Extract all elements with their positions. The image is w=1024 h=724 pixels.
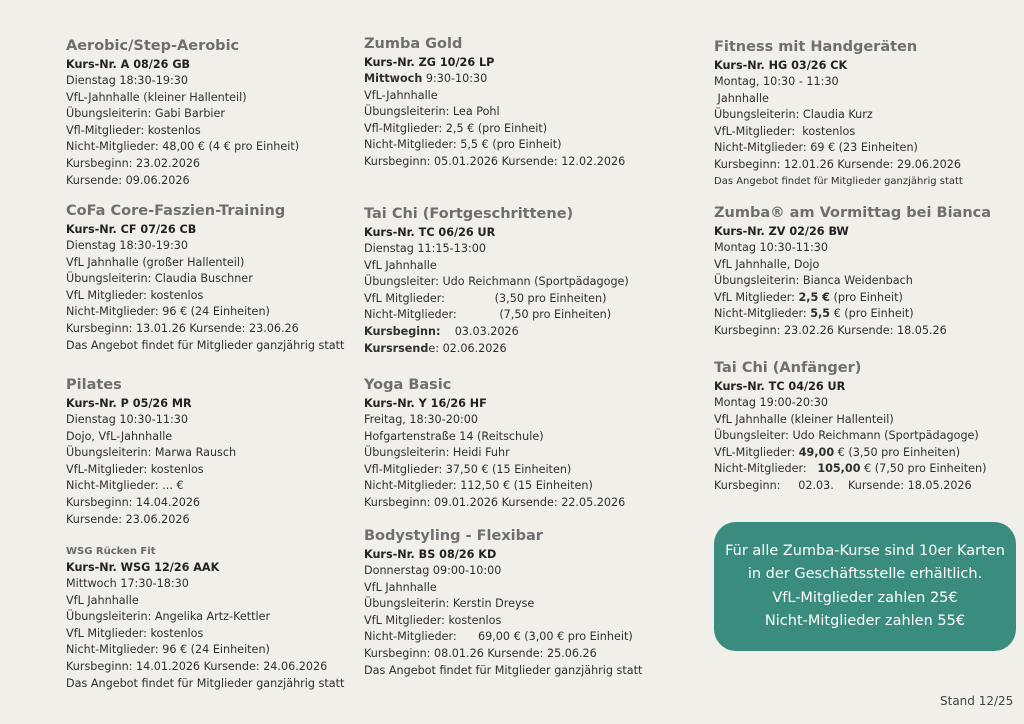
- course-title: Aerobic/Step-Aerobic: [66, 38, 240, 54]
- course-location: VfL Jahnhalle: [364, 258, 437, 272]
- course-location: VfL Jahnhalle, Dojo: [714, 257, 820, 271]
- course-day: [364, 71, 625, 88]
- course-dates: Kursbeginn: 02.03. Kursende: 18.05.2026: [714, 478, 972, 492]
- course-begin: [364, 324, 629, 341]
- course-day: Dienstag 18:30-19:30: [66, 74, 188, 87]
- notice-line: Für alle Zumba-Kurse sind 10er Karten: [725, 542, 1005, 559]
- price-label: VfL Mitglieder:: [714, 290, 799, 304]
- course-day: Dienstag 10:30-11:30: [66, 413, 188, 426]
- course-member-price: [714, 445, 987, 462]
- course-day: Dienstag 11:15-13:00: [364, 242, 486, 255]
- course-number: Kurs-Nr. TC 04/26 UR: [714, 380, 846, 393]
- notice-line: VfL-Mitglieder zahlen 25€: [772, 589, 958, 606]
- course-number: Kurs-Nr. BS 08/26 KD: [364, 548, 497, 561]
- price-label: Nicht-Mitglieder:: [714, 307, 811, 321]
- course-note: Das Angebot findet für Mitglieder ganzjährig statt: [714, 175, 963, 187]
- course-member-price: Vfl-Mitglieder: 2,5 € (pro Einheit): [364, 121, 548, 135]
- course-begin: Kursbeginn: 23.02.2026: [66, 156, 201, 170]
- price-value: 105,00: [817, 462, 861, 476]
- course-wsg: [66, 545, 344, 692]
- course-taichi-beginner: [714, 358, 987, 495]
- course-begin-date: 03.03.2026: [440, 324, 519, 338]
- course-end: Kursende: 23.06.2026: [66, 512, 190, 526]
- course-note: Das Angebot findet für Mitglieder ganzjährig statt: [364, 663, 643, 677]
- course-title: Yoga Basic: [364, 377, 452, 393]
- course-number: Kurs-Nr. ZG 10/26 LP: [364, 56, 495, 69]
- price-label: Nicht-Mitglieder:: [714, 462, 818, 476]
- course-nonmember-price: [714, 461, 987, 478]
- course-member-price: VfL Mitglieder: kostenlos: [66, 288, 204, 302]
- course-member-price: [714, 290, 991, 307]
- course-title: WSG Rücken Fit: [66, 546, 156, 557]
- course-nonmember-price: Nicht-Mitglieder: 48,00 € (4 € pro Einheit): [66, 140, 300, 154]
- course-bodystyling: [364, 526, 642, 679]
- course-number: Kurs-Nr. CF 07/26 CB: [66, 223, 197, 236]
- course-dates: Kursbeginn: 09.01.2026 Kursende: 22.05.2026: [364, 495, 626, 509]
- course-number: Kurs-Nr. P 05/26 MR: [66, 397, 192, 410]
- course-nonmember-price: Nicht-Mitglieder: 96 € (24 Einheiten): [66, 643, 270, 657]
- course-title: Pilates: [66, 377, 122, 393]
- course-number: Kurs-Nr. HG 03/26 CK: [714, 59, 848, 72]
- course-day: Montag 19:00-20:30: [714, 396, 829, 409]
- course-nonmember-price: Nicht-Mitglieder: 69 € (23 Einheiten): [714, 141, 918, 155]
- course-location: VfL-Jahnhalle: [364, 88, 438, 102]
- course-trainer: Übungsleiterin: Claudia Kurz: [714, 108, 873, 122]
- course-member-price: Vfl-Mitglieder: 37,50 € (15 Einheiten): [364, 462, 572, 476]
- course-end-date: e: 02.06.2026: [428, 341, 507, 355]
- course-member-price: VfL-Mitglieder: kostenlos: [714, 124, 856, 138]
- course-member-price: VfL Mitglieder: kostenlos: [66, 626, 204, 640]
- course-yoga-basic: [364, 375, 625, 512]
- course-nonmember-price: Nicht-Mitglieder: 69,00 € (3,00 € pro Einheit): [364, 630, 633, 644]
- course-day: Donnerstag 09:00-10:00: [364, 564, 502, 577]
- course-member-price: VfL Mitglieder: kostenlos: [364, 613, 502, 627]
- course-aerobic: [66, 36, 299, 189]
- course-title: Zumba® am Vormittag bei Bianca: [714, 205, 992, 221]
- course-title: Tai Chi (Anfänger): [714, 360, 862, 376]
- course-pilates: [66, 375, 236, 528]
- course-end: Kursende: 09.06.2026: [66, 173, 190, 187]
- course-dates: Kursbeginn: 23.02.26 Kursende: 18.05.26: [714, 323, 947, 337]
- course-trainer: Übungsleiterin: Gabi Barbier: [66, 107, 226, 121]
- course-trainer: Übungsleiterin: Kerstin Dreyse: [364, 597, 535, 611]
- course-member-price: VfL Mitglieder: (3,50 pro Einheiten): [364, 291, 607, 305]
- course-trainer: Übungsleiterin: Marwa Rausch: [66, 446, 237, 460]
- course-zumba-vormittag: [714, 203, 991, 340]
- course-member-price: VfL-Mitglieder: kostenlos: [66, 462, 204, 476]
- course-trainer: Übungsleiterin: Claudia Buschner: [66, 272, 253, 286]
- price-value: 5,5: [810, 307, 831, 321]
- course-cofa: [66, 201, 344, 354]
- price-unit: € (pro Einheit): [830, 307, 914, 321]
- course-location: VfL Jahnhalle: [364, 580, 437, 594]
- course-title: Fitness mit Handgeräten: [714, 39, 918, 55]
- course-dates: Kursbeginn: 13.01.26 Kursende: 23.06.26: [66, 321, 299, 335]
- course-taichi-advanced: [364, 204, 629, 357]
- price-unit: € (3,50 pro Einheiten): [834, 445, 961, 459]
- course-day: Montag 10:30-11:30: [714, 241, 829, 254]
- price-value: 2,5 €: [798, 290, 830, 304]
- course-number: Kurs-Nr. ZV 02/26 BW: [714, 225, 849, 238]
- stand-date: Stand 12/25: [940, 694, 1014, 708]
- course-day: Freitag, 18:30-20:00: [364, 413, 478, 426]
- course-location: VfL-Jahnhalle (kleiner Hallenteil): [66, 90, 247, 104]
- course-day: Mittwoch 17:30-18:30: [66, 577, 189, 590]
- course-number: Kurs-Nr. TC 06/26 UR: [364, 226, 496, 239]
- course-dates: Kursbeginn: 14.01.2026 Kursende: 24.06.2026: [66, 659, 328, 673]
- course-fitness-handgeraete: [714, 37, 963, 190]
- course-title: Tai Chi (Fortgeschrittene): [364, 206, 574, 222]
- course-location: VfL Jahnhalle (großer Hallenteil): [66, 255, 245, 269]
- price-label: VfL-Mitglieder:: [714, 445, 799, 459]
- course-location: Jahnhalle: [714, 91, 769, 105]
- course-begin: Kursbeginn: 14.04.2026: [66, 495, 201, 509]
- course-title: CoFa Core-Faszien-Training: [66, 203, 286, 219]
- course-trainer: Übungsleiter: Udo Reichmann (Sportpädagoge): [364, 275, 629, 289]
- course-location: VfL Jahnhalle (kleiner Hallenteil): [714, 412, 894, 426]
- course-begin-label: Kursbeginn:: [364, 324, 441, 338]
- course-nonmember-price: Nicht-Mitglieder: 96 € (24 Einheiten): [66, 305, 270, 319]
- price-unit: (pro Einheit): [829, 290, 903, 304]
- price-value: 49,00: [798, 445, 835, 459]
- notice-line: Nicht-Mitglieder zahlen 55€: [764, 613, 966, 629]
- course-trainer: Übungsleiterin: Lea Pohl: [364, 105, 500, 119]
- course-nonmember-price: Nicht-Mitglieder: ... €: [66, 479, 184, 493]
- course-number: Kurs-Nr. A 08/26 GB: [66, 58, 191, 71]
- course-dates: Kursbeginn: 08.01.26 Kursende: 25.06.26: [364, 646, 597, 660]
- course-location: Dojo, VfL-Jahnhalle: [66, 429, 173, 443]
- course-member-price: Vfl-Mitglieder: kostenlos: [66, 123, 201, 137]
- course-end: [364, 341, 629, 358]
- course-end-label: Kursrsend: [364, 341, 429, 355]
- course-title: Zumba Gold: [364, 36, 463, 52]
- course-location: Hofgartenstraße 14 (Reitschule): [364, 429, 544, 443]
- zumba-card-notice: [714, 522, 1016, 651]
- course-day: Dienstag 18:30-19:30: [66, 239, 188, 252]
- course-note: Das Angebot findet für Mitglieder ganzjährig statt: [66, 338, 345, 352]
- course-dates: Kursbeginn: 12.01.26 Kursende: 29.06.2026: [714, 157, 962, 171]
- price-unit: € (7,50 pro Einheiten): [860, 462, 987, 476]
- course-trainer: Übungsleiterin: Angelika Artz-Kettler: [66, 610, 271, 624]
- course-trainer: Übungsleiterin: Bianca Weidenbach: [714, 274, 913, 288]
- course-location: VfL Jahnhalle: [66, 593, 139, 607]
- course-day: Montag, 10:30 - 11:30: [714, 75, 839, 88]
- notice-line: in der Geschäftsstelle erhältlich.: [747, 566, 983, 582]
- course-number: Kurs-Nr. Y 16/26 HF: [364, 397, 487, 410]
- course-title: Bodystyling - Flexibar: [364, 528, 543, 544]
- course-nonmember-price: [714, 306, 991, 323]
- course-trainer: Übungsleiter: Udo Reichmann (Sportpädagoge): [714, 429, 979, 443]
- course-time: 9:30-10:30: [422, 72, 488, 85]
- course-nonmember-price: Nicht-Mitglieder: 5,5 € (pro Einheit): [364, 138, 562, 152]
- course-nonmember-price: Nicht-Mitglieder: (7,50 pro Einheiten): [364, 308, 612, 322]
- course-number: Kurs-Nr. WSG 12/26 AAK: [66, 561, 220, 574]
- course-day-name: Mittwoch: [364, 72, 423, 85]
- course-nonmember-price: Nicht-Mitglieder: 112,50 € (15 Einheiten): [364, 479, 593, 493]
- course-zumba-gold: [364, 34, 625, 171]
- course-dates: Kursbeginn: 05.01.2026 Kursende: 12.02.2026: [364, 154, 626, 168]
- course-note: Das Angebot findet für Mitglieder ganzjährig statt: [66, 676, 345, 690]
- course-trainer: Übungsleiterin: Heidi Fuhr: [364, 446, 510, 460]
